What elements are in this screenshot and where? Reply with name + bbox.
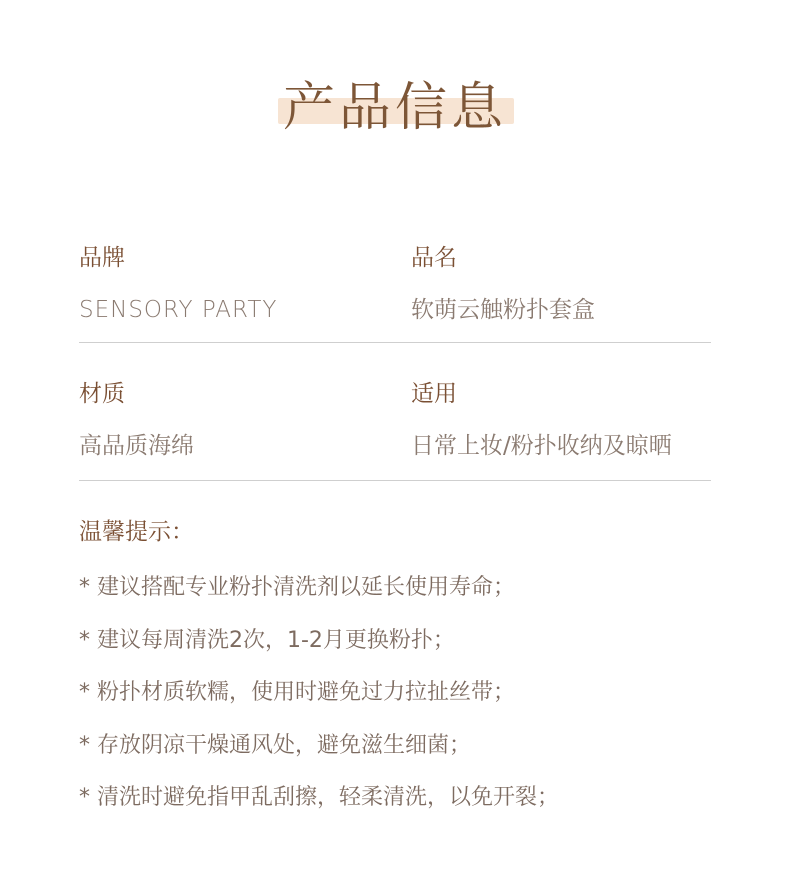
info-row-material-usage	[79, 372, 711, 481]
tip-item: * 存放阴凉干燥通风处，避免滋生细菌；	[79, 732, 471, 758]
tip-item: * 建议每周清洗2次，1-2月更换粉扑；	[79, 627, 455, 653]
brand-value: SENSORY PARTY	[79, 297, 278, 323]
tips-title: 温馨提示：	[79, 519, 194, 545]
page-title: 产品信息	[282, 78, 507, 138]
info-cell-usage	[411, 372, 672, 466]
product-name-value: 软萌云触粉扑套盒	[411, 297, 595, 323]
tips-section	[79, 510, 759, 825]
info-cell-product-name	[411, 236, 595, 330]
page-header	[0, 68, 790, 148]
tip-item: * 建议搭配专业粉扑清洗剂以延长使用寿命；	[79, 575, 515, 600]
material-value: 高品质海绵	[79, 433, 194, 459]
usage-label: 适用	[411, 381, 457, 407]
info-cell-material	[79, 372, 194, 466]
tips-list	[79, 562, 759, 825]
tip-item: * 粉扑材质软糯，使用时避免过力拉扯丝带；	[79, 680, 515, 705]
info-cell-brand	[79, 236, 277, 330]
brand-label: 品牌	[79, 245, 125, 271]
info-row-brand-name	[79, 236, 711, 343]
usage-value: 日常上妆/粉扑收纳及晾晒	[411, 433, 672, 459]
material-label: 材质	[79, 381, 125, 407]
product-name-label: 品名	[411, 245, 457, 271]
tip-item: * 清洗时避免指甲乱刮擦，轻柔清洗，以免开裂；	[79, 785, 559, 810]
